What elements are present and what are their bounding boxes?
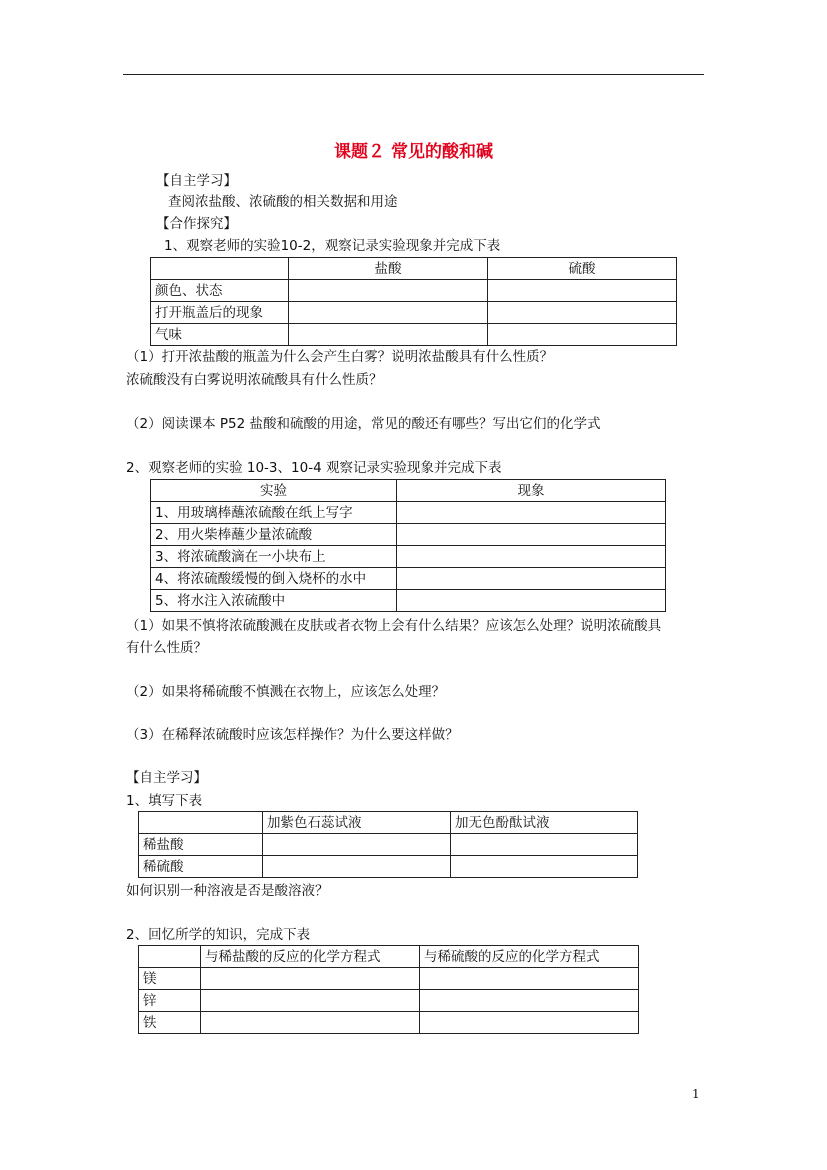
page-number: 1 [692,1087,700,1101]
table-row [151,502,666,524]
question-1-sub-2: （2）阅读课本 P52 盐酸和硫酸的用途，常见的酸还有哪些？写出它们的化学式 [126,416,601,432]
answer-cell[interactable] [420,990,639,1012]
question-1: 1、观察老师的实验10-2，观察记录实验现象并完成下表 [164,238,501,254]
table-row [151,568,666,590]
answer-cell[interactable] [289,302,488,324]
table-row [151,590,666,612]
answer-cell[interactable] [397,524,666,546]
question-2-sub-1-line-1: （1）如果不慎将浓硫酸溅在皮肤或者衣物上会有什么结果？应该怎么处理？说明浓硫酸具 [126,618,662,634]
answer-cell[interactable] [488,280,677,302]
table-header-cell: 现象 [397,480,666,502]
table-row [139,1012,639,1034]
experiment-label: 5、将水注入浓硫酸中 [151,590,397,612]
experiment-label: 3、将浓硫酸滴在一小块布上 [151,546,397,568]
table-row [151,324,677,346]
question-3: 1、填写下表 [126,793,203,809]
question-1-sub-1-line-1: （1）打开浓盐酸的瓶盖为什么会产生白雾？说明浓盐酸具有什么性质？ [126,349,554,365]
table-header-cell: 盐酸 [289,258,488,280]
table-header-cell: 加紫色石蕊试液 [263,812,451,834]
answer-cell[interactable] [397,568,666,590]
row-label: 镁 [139,968,201,990]
table-header-row [139,812,638,834]
table-header-cell [139,812,263,834]
experiment-label: 2、用火柴棒蘸少量浓硫酸 [151,524,397,546]
table-acid-observation [150,257,677,346]
section-heading-self-study-2: 【自主学习】 [126,770,207,786]
table-header-row [151,258,677,280]
experiment-label: 4、将浓硫酸缓慢的倒入烧杯的水中 [151,568,397,590]
table-metal-reactions [138,945,639,1034]
page-title: 课题２ 常见的酸和碱 [334,142,493,162]
answer-cell[interactable] [451,856,638,878]
question-2: 2、观察老师的实验 10-3、10-4 观察记录实验现象并完成下表 [126,460,502,476]
question-1-sub-1-line-2: 浓硫酸没有白雾说明浓硫酸具有什么性质？ [126,372,383,388]
row-label: 锌 [139,990,201,1012]
table-row [151,524,666,546]
table-header-cell: 与稀盐酸的反应的化学方程式 [201,946,420,968]
row-label: 气味 [151,324,289,346]
table-row [151,546,666,568]
section-heading-cooperative: 【合作探究】 [156,216,237,232]
table-row [151,280,677,302]
self-study-text: 查阅浓盐酸、浓硫酸的相关数据和用途 [168,194,398,210]
table-header-cell: 加无色酚酞试液 [451,812,638,834]
answer-cell[interactable] [289,280,488,302]
answer-cell[interactable] [201,968,420,990]
answer-cell[interactable] [420,968,639,990]
table-row [139,968,639,990]
table-row [139,834,638,856]
question-2-sub-2: （2）如果将稀硫酸不慎溅在衣物上，应该怎么处理？ [126,684,446,700]
answer-cell[interactable] [488,302,677,324]
table-row [139,856,638,878]
row-label: 稀硫酸 [139,856,263,878]
table-row [151,302,677,324]
answer-cell[interactable] [397,502,666,524]
experiment-label: 1、用玻璃棒蘸浓硫酸在纸上写字 [151,502,397,524]
question-2-sub-3: （3）在稀释浓硫酸时应该怎样操作？为什么要这样做？ [126,727,459,743]
table-header-cell: 实验 [151,480,397,502]
row-label: 铁 [139,1012,201,1034]
answer-cell[interactable] [201,1012,420,1034]
section-heading-self-study: 【自主学习】 [156,173,237,189]
header-rule [123,74,704,75]
table-indicator [138,811,638,878]
question-3-followup: 如何识别一种溶液是否是酸溶液？ [126,883,329,899]
row-label: 打开瓶盖后的现象 [151,302,289,324]
table-header-row [139,946,639,968]
table-sulfuric-acid-experiments [150,479,666,612]
table-header-cell: 硫酸 [488,258,677,280]
table-header-cell [139,946,201,968]
answer-cell[interactable] [289,324,488,346]
answer-cell[interactable] [420,1012,639,1034]
table-row [139,990,639,1012]
answer-cell[interactable] [397,590,666,612]
table-header-cell: 与稀硫酸的反应的化学方程式 [420,946,639,968]
table-header-row [151,480,666,502]
row-label: 颜色、状态 [151,280,289,302]
table-header-cell [151,258,289,280]
answer-cell[interactable] [201,990,420,1012]
question-4: 2、回忆所学的知识，完成下表 [126,927,311,943]
answer-cell[interactable] [263,834,451,856]
row-label: 稀盐酸 [139,834,263,856]
answer-cell[interactable] [451,834,638,856]
question-2-sub-1-line-2: 有什么性质？ [126,640,207,656]
answer-cell[interactable] [397,546,666,568]
answer-cell[interactable] [263,856,451,878]
answer-cell[interactable] [488,324,677,346]
